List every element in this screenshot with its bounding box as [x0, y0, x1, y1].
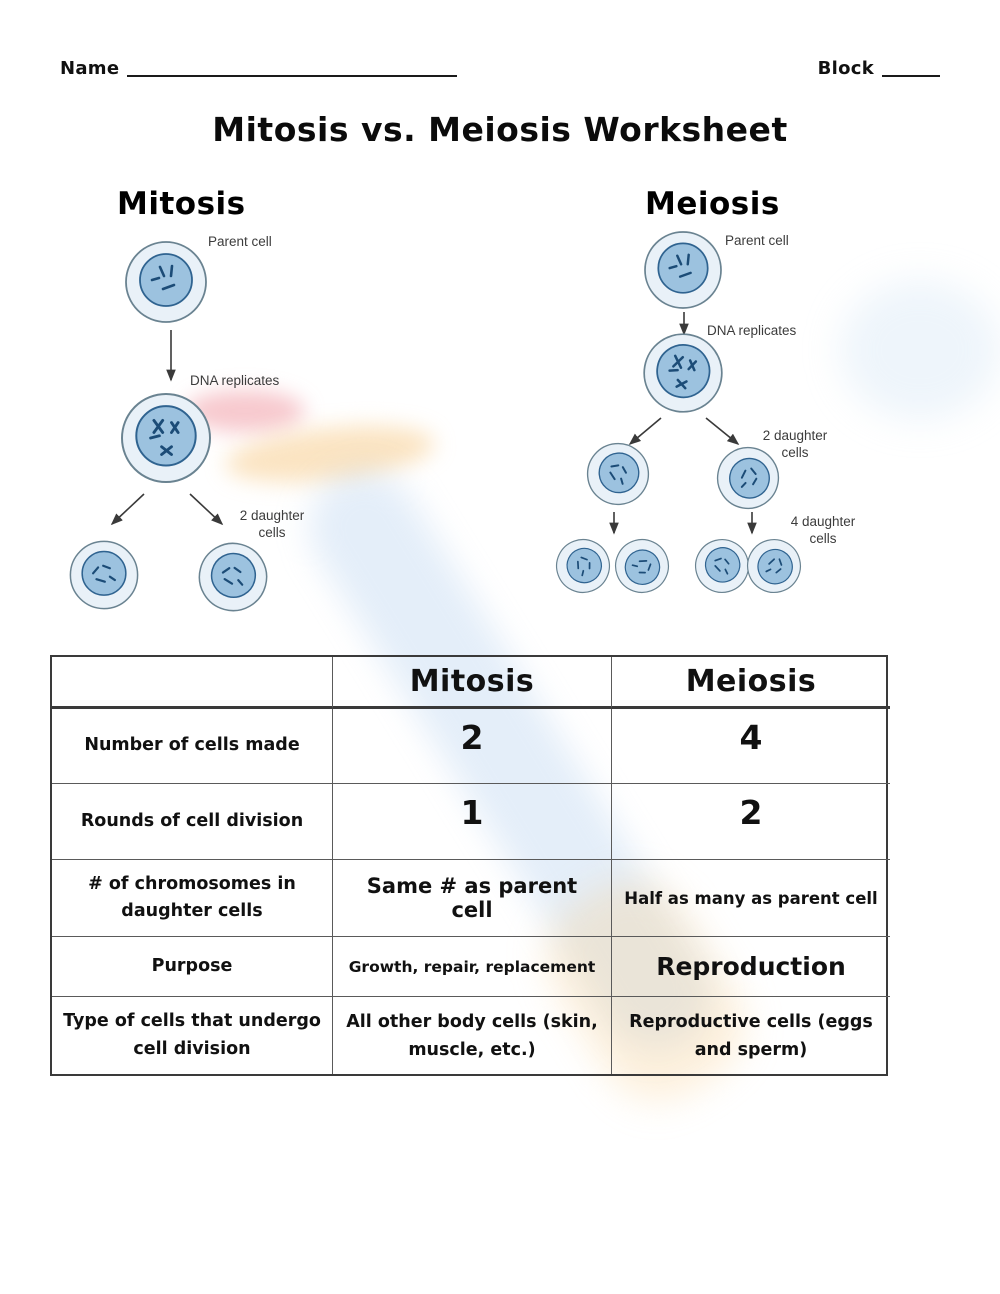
- row-label-number-of-cells: Number of cells made: [52, 709, 333, 784]
- mitosis-diagram: [50, 228, 450, 628]
- name-label: Name: [60, 58, 120, 79]
- row-label-cell-types: Type of cells that undergo cell division: [52, 997, 333, 1074]
- comparison-table: [50, 655, 888, 1076]
- cell-meiosis-cell-types: Reproductive cells (eggs and sperm): [629, 1011, 873, 1060]
- meiosis-dna-label: DNA replicates: [707, 323, 797, 338]
- name-blank-line: [127, 59, 457, 77]
- table-corner-cell: [52, 657, 333, 709]
- meiosis-heading: Meiosis: [645, 186, 780, 222]
- name-field: [60, 58, 457, 79]
- cell-mitosis-cell-types: All other body cells (skin, muscle, etc.): [333, 997, 612, 1074]
- meiosis-2daughter-label-1: 2 daughter: [762, 428, 828, 443]
- meiosis-parent-cell-label: Parent cell: [725, 233, 789, 248]
- mitosis-heading: Mitosis: [117, 186, 246, 222]
- row-label-rounds-of-division: Rounds of cell division: [52, 784, 333, 860]
- mitosis-arrow-left: [112, 494, 144, 524]
- cell-mitosis-rounds: 1: [333, 784, 612, 860]
- cell-meiosis-number-of-cells: 4: [612, 709, 890, 784]
- table-header-mitosis: Mitosis: [333, 657, 612, 709]
- mitosis-2daughter-label-2: cells: [258, 525, 286, 540]
- cell-mitosis-purpose: Growth, repair, replacement: [333, 937, 612, 997]
- block-blank-line: [882, 59, 940, 77]
- cell-mitosis-chromosomes: Same # as parent cell: [333, 860, 612, 937]
- meiosis-arrow-left: [630, 418, 661, 444]
- mitosis-arrow-right: [190, 494, 222, 524]
- meiosis-arrow-right: [706, 418, 738, 444]
- meiosis-2daughter-label-2: cells: [781, 445, 809, 460]
- mitosis-2daughter-label-1: 2 daughter: [239, 508, 305, 523]
- meiosis-4daughter-label-2: cells: [809, 531, 837, 546]
- row-label-chromosomes: # of chromosomes in daughter cells: [52, 860, 333, 937]
- cell-meiosis-purpose: Reproduction: [612, 937, 890, 997]
- mitosis-parent-cell-label: Parent cell: [208, 234, 272, 249]
- block-label: Block: [817, 58, 874, 79]
- meiosis-diagram: [540, 228, 970, 628]
- cell-meiosis-rounds: 2: [612, 784, 890, 860]
- cell-mitosis-number-of-cells: 2: [333, 709, 612, 784]
- block-field: [818, 58, 940, 79]
- cell-meiosis-chromosomes: Half as many as parent cell: [612, 860, 890, 937]
- row-label-purpose: Purpose: [52, 937, 333, 997]
- mitosis-dna-label: DNA replicates: [190, 373, 280, 388]
- page-title: Mitosis vs. Meiosis Worksheet: [212, 110, 788, 149]
- meiosis-4daughter-label-1: 4 daughter: [790, 514, 856, 529]
- table-header-meiosis: Meiosis: [612, 657, 890, 709]
